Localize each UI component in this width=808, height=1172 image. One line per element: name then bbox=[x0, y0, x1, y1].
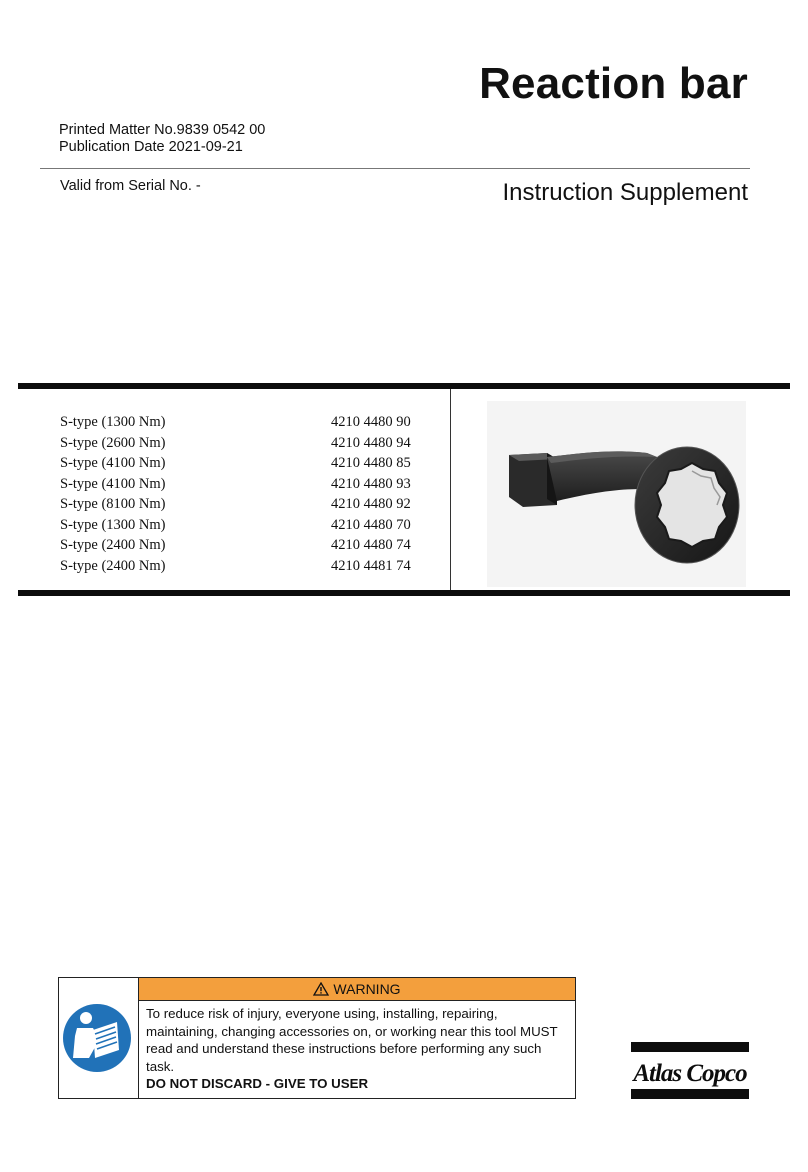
model-row bbox=[60, 535, 440, 556]
reaction-bar-illustration bbox=[487, 401, 746, 587]
warning-text: To reduce risk of injury, everyone using, installing, repairing, maintaining, changing accessories on, or working near this tool MUST read and understand these instructions before performing any such task. bbox=[146, 1006, 558, 1074]
model-row bbox=[60, 515, 440, 536]
part-number: 4210 4480 92 bbox=[331, 496, 411, 512]
part-number: 4210 4480 74 bbox=[331, 537, 411, 553]
model-name: S-type (1300 Nm) bbox=[60, 516, 166, 533]
model-row bbox=[60, 556, 440, 577]
model-row bbox=[60, 433, 440, 454]
part-number: 4210 4480 70 bbox=[331, 516, 411, 533]
table-column-divider bbox=[450, 389, 451, 590]
warning-header bbox=[139, 978, 575, 1001]
part-number: 4210 4481 74 bbox=[331, 557, 411, 574]
top-thick-rule bbox=[18, 383, 790, 389]
model-name: S-type (4100 Nm) bbox=[60, 475, 166, 492]
product-image bbox=[487, 401, 746, 587]
model-row bbox=[60, 453, 440, 474]
atlas-copco-logo bbox=[631, 1042, 749, 1100]
model-list bbox=[60, 412, 440, 576]
publication-date: Publication Date 2021-09-21 bbox=[59, 139, 243, 155]
svg-text:Atlas Copco: Atlas Copco bbox=[633, 1060, 747, 1087]
warning-bold-text: DO NOT DISCARD - GIVE TO USER bbox=[146, 1076, 369, 1091]
model-name: S-type (2400 Nm) bbox=[60, 557, 166, 574]
document-type: Instruction Supplement bbox=[502, 179, 748, 206]
brand-logo bbox=[631, 1042, 749, 1100]
document-title: Reaction bar bbox=[479, 59, 748, 108]
valid-from-serial: Valid from Serial No. - bbox=[60, 178, 201, 194]
model-row bbox=[60, 474, 440, 495]
warning-triangle-icon bbox=[313, 982, 329, 996]
model-row bbox=[60, 412, 440, 433]
printed-matter-number: Printed Matter No.9839 0542 00 bbox=[59, 122, 266, 138]
warning-heading: WARNING bbox=[333, 981, 401, 997]
part-number: 4210 4480 93 bbox=[331, 475, 411, 492]
bottom-thick-rule bbox=[18, 590, 790, 596]
model-name: S-type (4100 Nm) bbox=[60, 455, 166, 471]
header-divider bbox=[40, 168, 750, 169]
part-number: 4210 4480 85 bbox=[331, 455, 411, 471]
warning-icon-cell bbox=[59, 978, 139, 1098]
model-name: S-type (8100 Nm) bbox=[60, 496, 166, 512]
part-number: 4210 4480 94 bbox=[331, 434, 411, 451]
model-name: S-type (2400 Nm) bbox=[60, 537, 166, 553]
part-number: 4210 4480 90 bbox=[331, 414, 411, 430]
model-name: S-type (2600 Nm) bbox=[60, 434, 166, 451]
model-row bbox=[60, 494, 440, 515]
model-name: S-type (1300 Nm) bbox=[60, 414, 166, 430]
read-manual-icon bbox=[59, 978, 138, 1098]
